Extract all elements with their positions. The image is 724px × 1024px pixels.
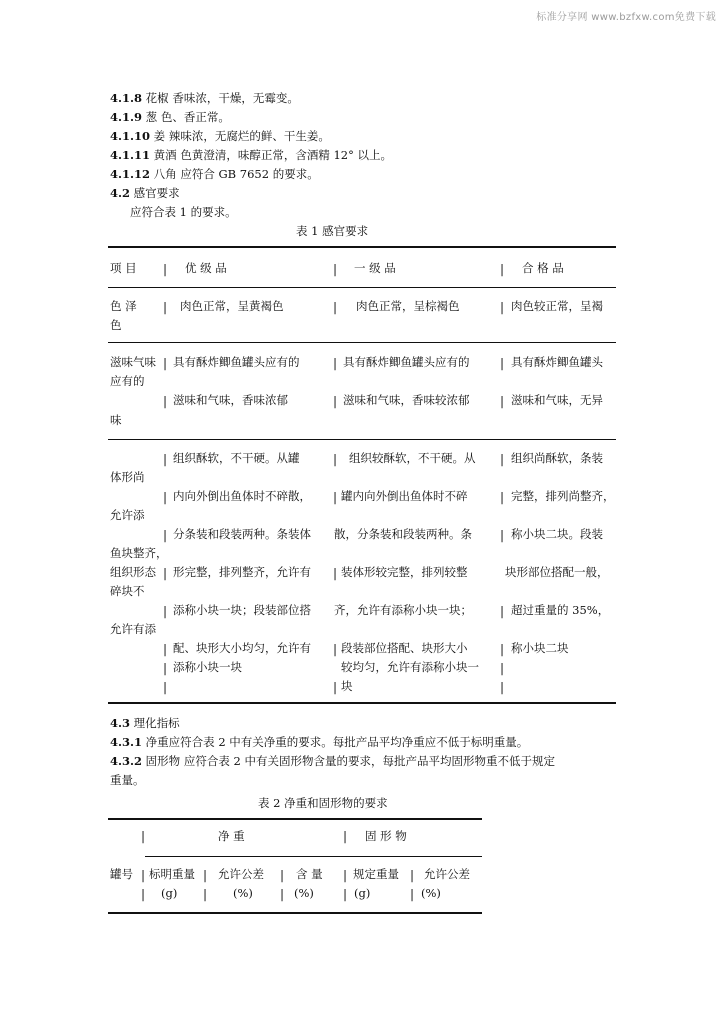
table-column-separator: | (343, 829, 348, 843)
table-column-separator: | (500, 394, 505, 408)
table1-cell: 鱼块整齐， (110, 546, 168, 560)
clause-text: 葱 色、香正常。 (145, 110, 230, 124)
table-column-separator: | (333, 566, 338, 580)
table1-cell: 称小块二块 (511, 641, 569, 655)
table-column-separator: | (163, 604, 168, 618)
table1-cell: 较均匀，允许有添称小块一 (341, 660, 479, 674)
table-column-separator: | (333, 394, 338, 408)
table2-col-header: 允许公差 (424, 867, 470, 881)
clause-4-1-8 (110, 90, 299, 107)
table-column-separator: | (333, 680, 338, 694)
table1-header-grade-a: 优 级 品 (185, 261, 227, 275)
clause-number: 4.1.9 (110, 110, 143, 124)
table1-cell: 滋味和气味，香味浓郁 (173, 393, 288, 407)
clause-4-1-9 (110, 109, 230, 126)
table1-cell: 组织酥软，不干硬。从罐 (173, 451, 300, 465)
table-rule (108, 439, 616, 440)
clause-4-3-1 (110, 734, 528, 751)
table-column-separator: | (163, 300, 168, 314)
table2-col-unit: (%) (421, 886, 441, 900)
table1-cell: 滋味和气味，香味较浓郁 (343, 393, 470, 407)
table-column-separator: | (163, 394, 168, 408)
section-4-3-heading (110, 715, 180, 732)
table1-cell: 分条装和段装两种。条装体 (173, 527, 311, 541)
table2-col-header: 标明重量 (149, 867, 195, 881)
table-column-separator: | (500, 661, 505, 675)
table2-col-unit: (%) (294, 886, 314, 900)
clause-4-1-11 (110, 147, 392, 164)
clause-number: 4.1.10 (110, 129, 151, 143)
table-column-separator: | (203, 868, 208, 882)
section-number: 4.2 (110, 186, 131, 200)
table-column-separator: | (333, 356, 338, 370)
table2-col-unit: (g) (161, 886, 178, 900)
clause-4-3-2 (110, 753, 555, 770)
table-column-separator: | (163, 490, 168, 504)
table1-cell: 组织形态 (110, 565, 156, 579)
table1-cell: 体形尚 (110, 470, 145, 484)
table-rule (108, 912, 482, 914)
table1-cell: 形完整，排列整齐，允许有 (173, 565, 311, 579)
table2-col-unit: (g) (354, 886, 371, 900)
table-column-separator: | (163, 356, 168, 370)
table1-cell: 肉色正常，呈棕褐色 (356, 299, 460, 313)
table-column-separator: | (500, 452, 505, 466)
table2-col-header: 允许公差 (218, 867, 264, 881)
table2-col-header: 规定重量 (353, 867, 399, 881)
table-column-separator: | (280, 868, 285, 882)
table1-cell: 散，分条装和段装两种。条 (334, 527, 472, 541)
table1-cell: 允许添 (110, 508, 145, 522)
clause-number: 4.1.11 (110, 148, 151, 162)
table1-cell: 色 泽 (110, 299, 137, 313)
section-title: 感官要求 (133, 186, 180, 200)
table1-cell: 块 (341, 679, 353, 693)
table1-cell: 添称小块一块；段装部位搭 (173, 603, 311, 617)
table-column-separator: | (500, 642, 505, 656)
table1-cell: 肉色正常，呈黄褐色 (180, 299, 284, 313)
clause-4-1-10 (110, 128, 330, 145)
table-rule (108, 818, 482, 820)
table2-col-unit: (%) (233, 886, 253, 900)
table-rule (108, 287, 616, 288)
clause-4-3-2-continued: 重量。 (110, 773, 145, 787)
table1-cell: 具有酥炸鲫鱼罐头 (511, 355, 603, 369)
table1-cell: 应有的 (110, 374, 145, 388)
clause-text: 黄酒 色黄澄清，味醇正常，含酒精 12° 以上。 (153, 148, 393, 162)
table-column-separator: | (203, 887, 208, 901)
table-column-separator: | (333, 300, 338, 314)
table1-cell: 滋味和气味，无异 (511, 393, 603, 407)
table1-cell: 内向外倒出鱼体时不碎散， (173, 489, 311, 503)
clause-number: 4.3.1 (110, 735, 143, 749)
clause-text: 净重应符合表 2 中有关净重的要求。每批产品平均净重应不低于标明重量。 (145, 735, 529, 749)
clause-text: 固形物 应符合表 2 中有关固形物含量的要求，每批产品平均固形物重不低于规定 (145, 754, 555, 768)
table-column-separator: | (410, 887, 415, 901)
clause-text: 花椒 香味浓，干燥，无霉变。 (145, 91, 299, 105)
table-column-separator: | (500, 604, 505, 618)
table1-cell: 味 (110, 413, 122, 427)
table1-cell: 组织尚酥软，条装 (511, 451, 603, 465)
table-column-separator: | (163, 528, 168, 542)
table1-cell: 组织较酥软，不干硬。从 (349, 451, 476, 465)
section-4-2-body: 应符合表 1 的要求。 (130, 205, 237, 219)
table-column-separator: | (333, 262, 338, 276)
table2-group-solids: 固 形 物 (365, 829, 407, 843)
table-rule (108, 702, 616, 704)
table1-header-grade-c: 合 格 品 (522, 261, 564, 275)
table-column-separator: | (500, 528, 505, 542)
clause-4-1-12 (110, 166, 319, 183)
table-column-separator: | (163, 566, 168, 580)
table1-cell: 称小块二块。段装 (511, 527, 603, 541)
table1-cell: 段装部位搭配、块形大小 (341, 641, 468, 655)
table1-caption: 表 1 感官要求 (296, 224, 369, 238)
table-column-separator: | (141, 829, 146, 843)
table1-cell: 色 (110, 318, 122, 332)
table-column-separator: | (500, 490, 505, 504)
table2-col-header: 含 量 (296, 867, 323, 881)
table2-caption: 表 2 净重和固形物的要求 (258, 796, 388, 810)
table1-cell: 配、块形大小均匀，允许有 (173, 641, 311, 655)
table1-cell: 肉色较正常，呈褐 (511, 299, 603, 313)
table-column-separator: | (163, 642, 168, 656)
section-title: 理化指标 (133, 716, 180, 730)
table1-cell: 超过重量的 35%， (511, 603, 610, 617)
table1-header-item: 项 目 (110, 261, 137, 275)
section-number: 4.3 (110, 716, 131, 730)
clause-text: 姜 辣味浓，无腐烂的鲜、干生姜。 (153, 129, 330, 143)
section-4-2-heading (110, 185, 180, 202)
table-rule (108, 246, 616, 248)
table1-cell: 具有酥炸鲫鱼罐头应有的 (343, 355, 470, 369)
clause-number: 4.1.12 (110, 167, 151, 181)
table-column-separator: | (141, 887, 146, 901)
clause-number: 4.3.2 (110, 754, 143, 768)
table-column-separator: | (163, 262, 168, 276)
clause-text: 八角 应符合 GB 7652 的要求。 (150, 167, 319, 181)
table1-cell: 块形部位搭配一般， (505, 565, 609, 579)
table-column-separator: | (500, 262, 505, 276)
table-column-separator: | (343, 868, 348, 882)
table-column-separator: | (500, 356, 505, 370)
watermark: 标准分享网 www.bzfxw.com免费下载 (536, 12, 716, 23)
table1-cell: 罐内向外倒出鱼体时不碎 (341, 489, 468, 503)
table-rule (145, 856, 482, 857)
table-column-separator: | (163, 452, 168, 466)
table-column-separator: | (500, 300, 505, 314)
table1-cell: 添称小块一块 (173, 660, 242, 674)
table2-group-net-weight: 净 重 (218, 829, 245, 843)
table-rule (108, 342, 616, 343)
table-column-separator: | (280, 887, 285, 901)
table-column-separator: | (410, 868, 415, 882)
table1-cell: 完整，排列尚整齐， (511, 489, 615, 503)
table-column-separator: | (343, 887, 348, 901)
table1-cell: 滋味气味 (110, 355, 156, 369)
table-column-separator: | (163, 680, 168, 694)
table1-cell: 碎块不 (110, 584, 145, 598)
table1-cell: 装体形较完整，排列较整 (341, 565, 468, 579)
table-column-separator: | (141, 868, 146, 882)
table-column-separator: | (500, 680, 505, 694)
table1-header-grade-b: 一 级 品 (354, 261, 396, 275)
table-column-separator: | (333, 452, 338, 466)
table2-col-can-no: 罐号 (110, 867, 133, 881)
table-column-separator: | (333, 490, 338, 504)
table1-cell: 具有酥炸鲫鱼罐头应有的 (173, 355, 300, 369)
clause-number: 4.1.8 (110, 91, 143, 105)
table1-cell: 齐，允许有添称小块一块； (334, 603, 472, 617)
table1-cell: 允许有添 (110, 622, 156, 636)
table-column-separator: | (333, 642, 338, 656)
table-column-separator: | (163, 661, 168, 675)
